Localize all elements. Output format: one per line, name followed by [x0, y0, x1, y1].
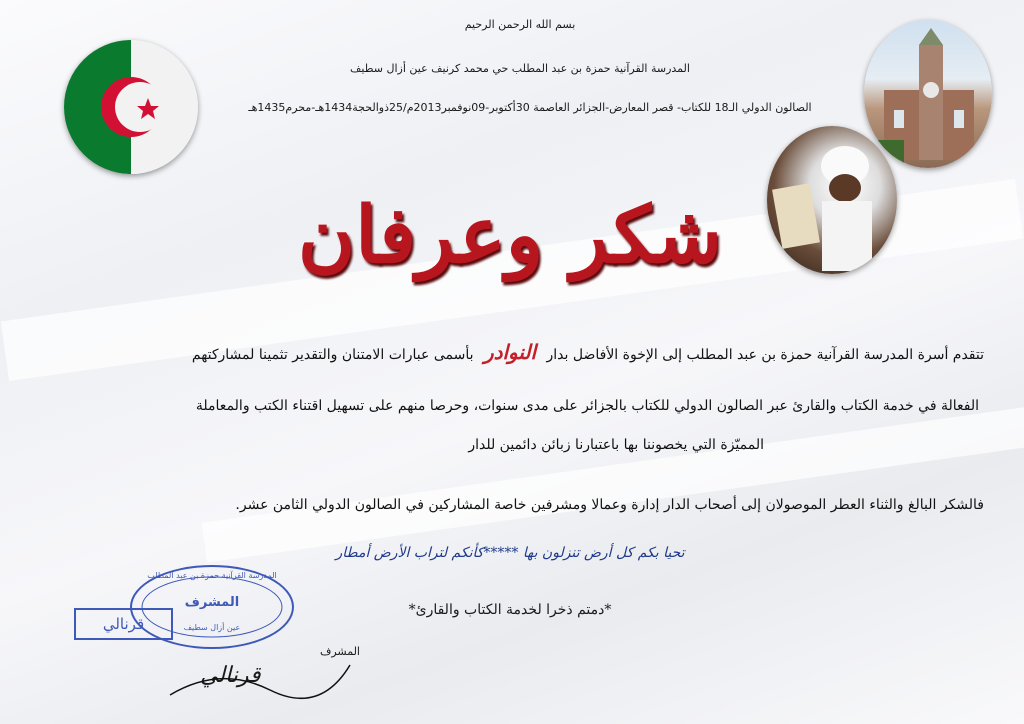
algeria-flag-image	[64, 40, 198, 174]
stamp-text-middle: المشرف	[184, 595, 240, 610]
publisher-name: النوادر	[483, 340, 537, 364]
name-stamp-text: قرنالي	[102, 615, 145, 633]
signature-label: المشرف	[319, 645, 360, 658]
name-stamp	[74, 608, 173, 640]
child-reading-quran-image	[767, 126, 897, 274]
poem-verse: تحيا بكم كل أرض تنزلون بها *****كأنكم لتراب الأرض أمطار	[335, 545, 685, 561]
paragraph-1-start: تتقدم أسرة المدرسة القرآنية حمزة بن عبد المطلب إلى الإخوة الأفاضل بدار	[546, 347, 984, 363]
closing-motto: *دمتم ذخرا لخدمة الكتاب والقارئ*	[408, 602, 612, 618]
paragraph-1-end: بأسمى عبارات الامتنان والتقدير تثمينا لمشاركتهم	[191, 347, 474, 363]
signature	[160, 645, 360, 705]
paragraph-2: الفعالة في خدمة الكتاب والقارئ عبر الصالون الدولي للكتاب بالجزائر على مدى سنوات، وحرصا منهم على تسهيل اقتناء الكتب والمعاملة	[195, 398, 979, 414]
signature-name: قرنالي	[200, 663, 261, 688]
school-name: المدرسة القرآنية حمزة بن عبد المطلب حي محمد كرنيف عين أزال سطيف	[350, 62, 690, 75]
paragraph-1	[34, 340, 984, 364]
basmala: بسم الله الرحمن الرحيم	[464, 18, 576, 31]
paragraph-4: فالشكر البالغ والثناء العطر الموصولان إلى أصحاب الدار إدارة وعمالا ومشرفين خاصة المشاركين في الصالون الدولي الثامن عشر.	[235, 497, 984, 513]
certificate-title: شكر وعرفان	[297, 190, 723, 281]
stamp-text-bottom: عين أزال سطيف	[183, 623, 241, 632]
paragraph-3: المميّزة التي يخصوننا بها باعتبارنا زبائن دائمين للدار	[468, 437, 764, 453]
mosque-image	[864, 20, 992, 168]
event-line: الصالون الدولي الـ18 للكتاب- قصر المعارض-الجزائر العاصمة 30أكتوبر-09نوفمبر2013م/25ذوالحجة1434هـ-محرم1435هـ	[248, 101, 812, 114]
stamp-text-top: المدرسة القرآنية حمزة بن عبد المطلب	[147, 571, 277, 580]
